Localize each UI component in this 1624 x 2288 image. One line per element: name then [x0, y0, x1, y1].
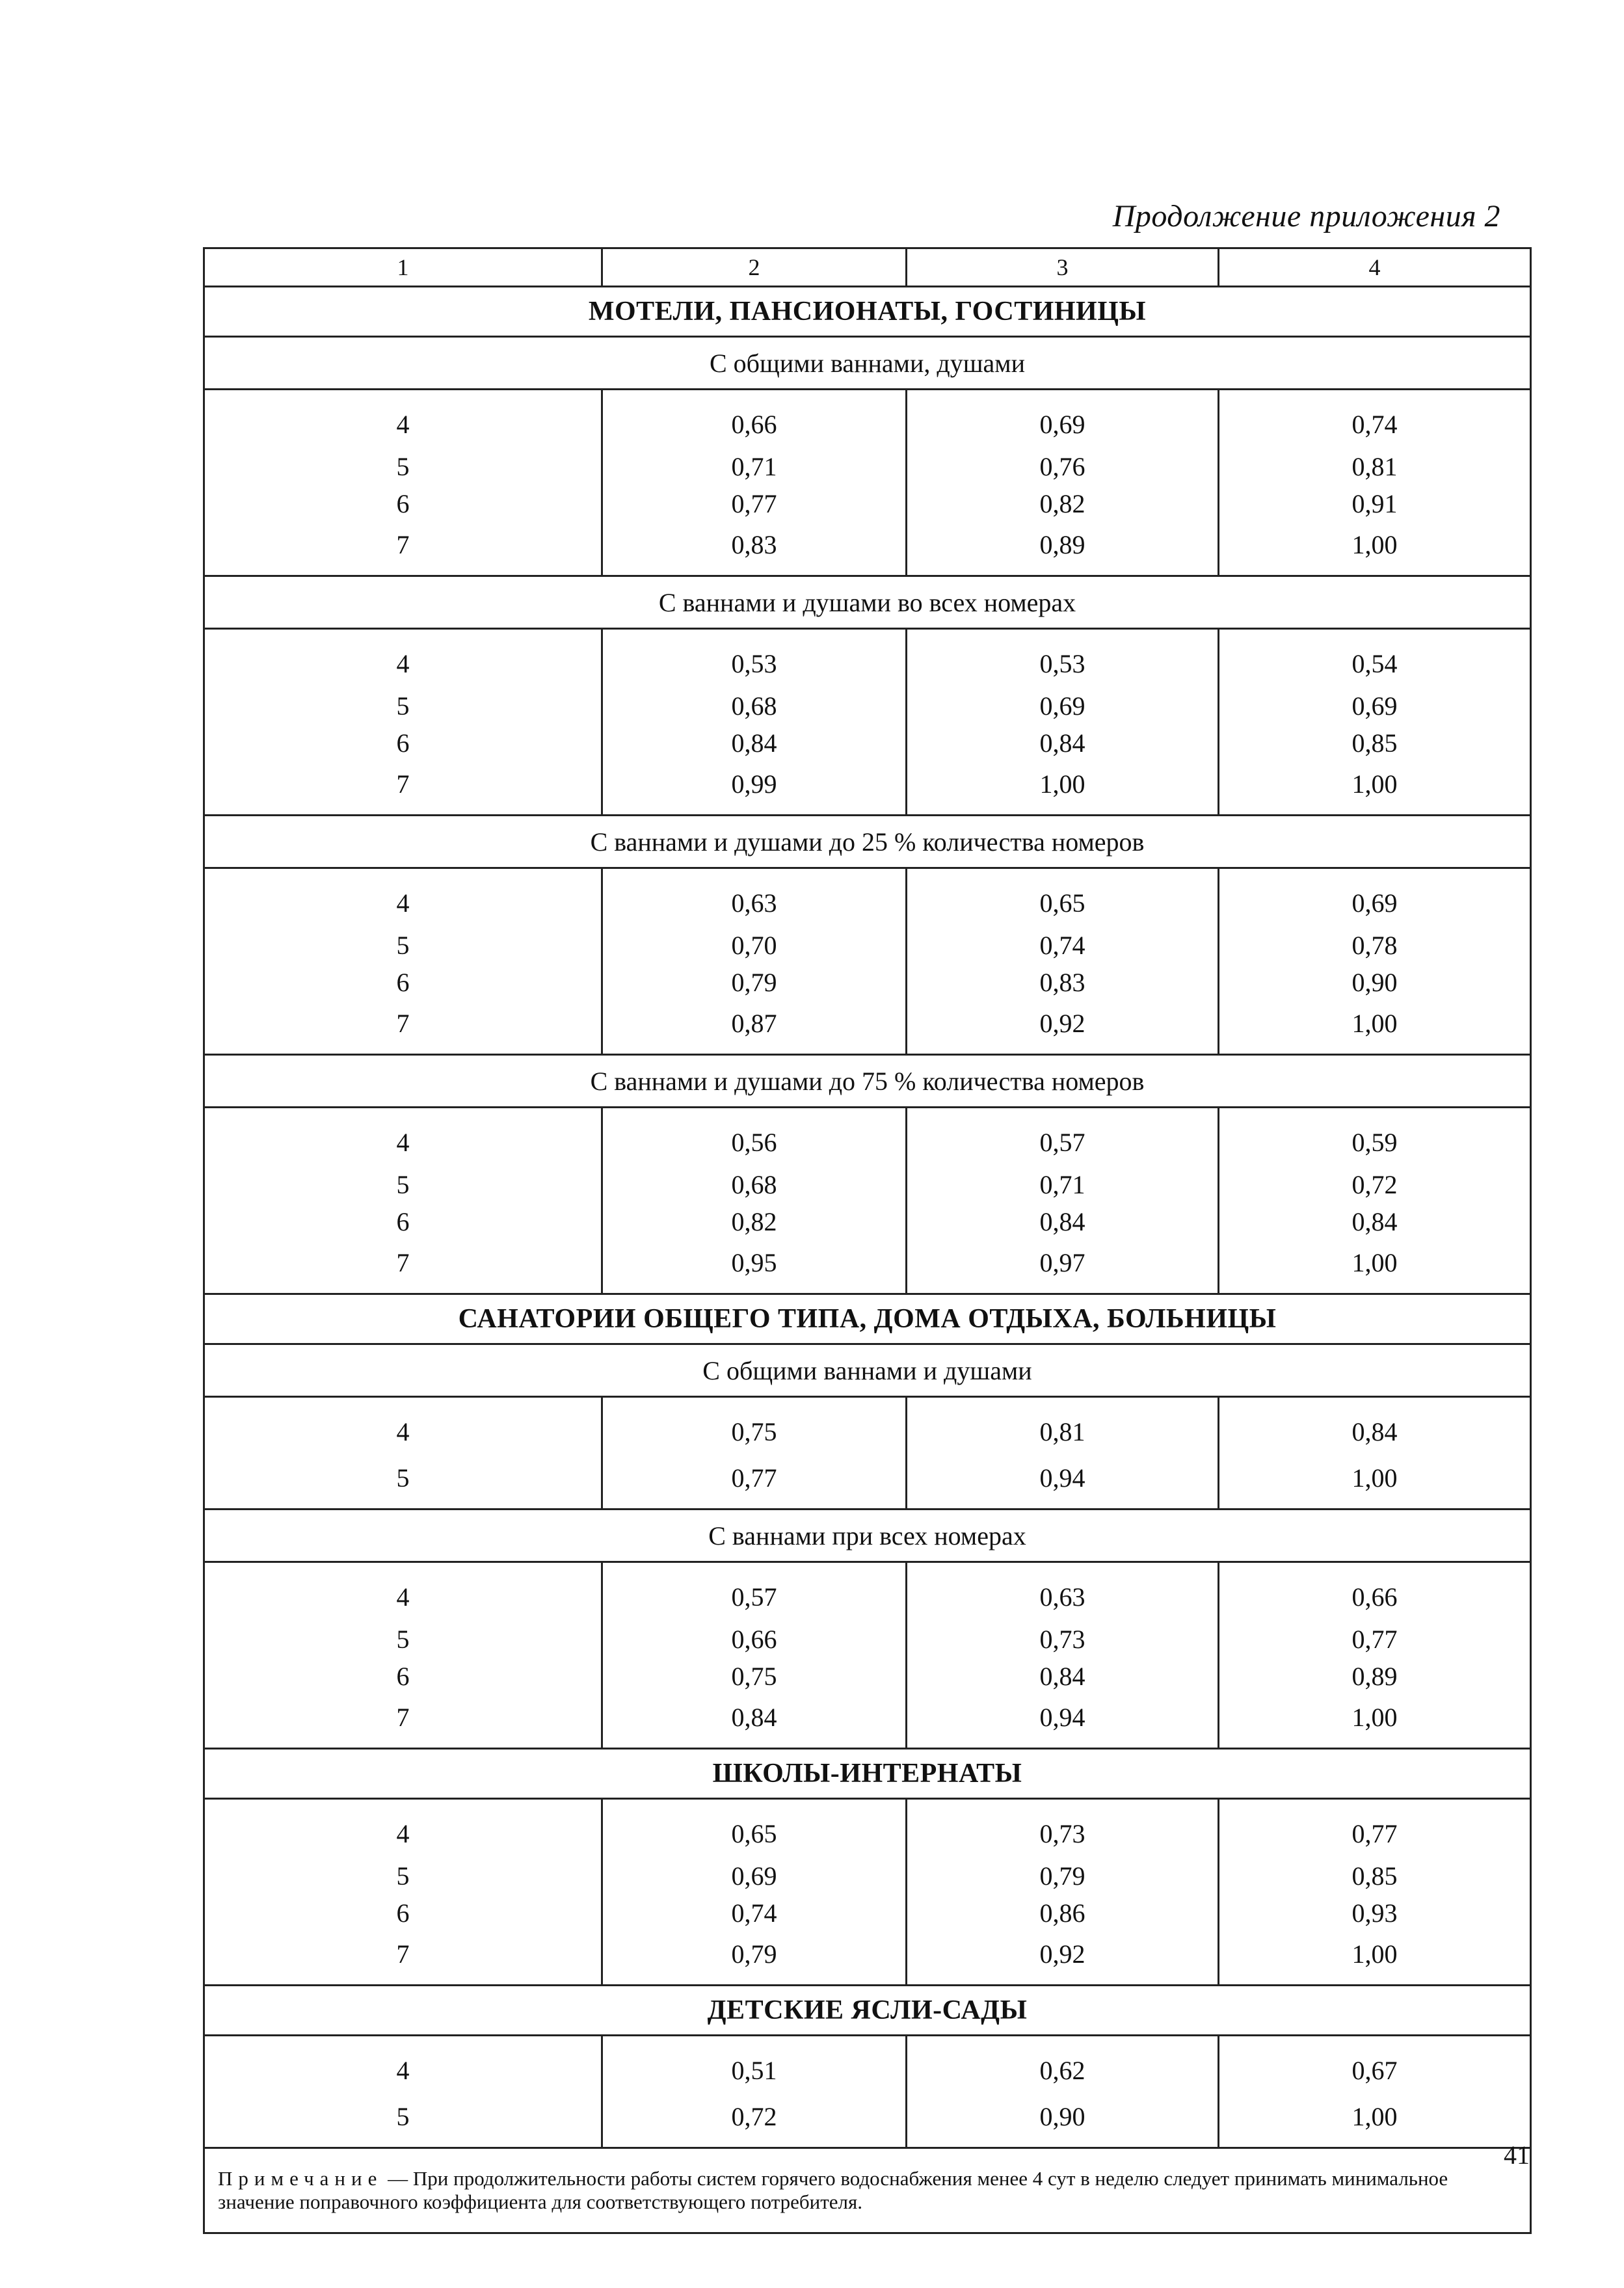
coefficient-cell: 0,69 [1219, 868, 1531, 927]
days-per-week-cell: 6 [204, 964, 602, 1001]
days-per-week-cell: 7 [204, 762, 602, 816]
days-per-week-cell: 4 [204, 1562, 602, 1621]
coefficient-cell: 0,84 [602, 725, 907, 762]
table-row [204, 1456, 1531, 1510]
note-label: Примечание [218, 2167, 383, 2190]
table-row [204, 629, 1531, 688]
coefficient-cell: 0,86 [907, 1895, 1219, 1932]
coefficient-cell: 0,84 [1219, 1203, 1531, 1240]
section-title-row [204, 1294, 1531, 1344]
subsection-title: С ваннами при всех номерах [204, 1510, 1531, 1562]
days-per-week-cell: 6 [204, 1203, 602, 1240]
subsection-title: С общими ваннами, душами [204, 337, 1531, 390]
coefficient-cell: 0,65 [602, 1799, 907, 1858]
subsection-title-row [204, 1344, 1531, 1397]
coefficient-cell: 0,72 [1219, 1166, 1531, 1203]
coefficient-cell: 0,94 [907, 1456, 1219, 1510]
section-title-row [204, 1986, 1531, 2036]
table-row [204, 1658, 1531, 1695]
coefficient-cell: 0,71 [602, 448, 907, 485]
days-per-week-cell: 5 [204, 927, 602, 964]
days-per-week-cell: 7 [204, 1932, 602, 1986]
coefficient-cell: 0,83 [602, 522, 907, 576]
coefficient-cell: 0,81 [907, 1397, 1219, 1456]
column-number: 1 [204, 248, 602, 287]
coefficient-cell: 0,84 [602, 1695, 907, 1749]
table-row [204, 448, 1531, 485]
coefficient-cell: 0,56 [602, 1108, 907, 1167]
subsection-title: С общими ваннами и душами [204, 1344, 1531, 1397]
coefficient-cell: 1,00 [1219, 522, 1531, 576]
coefficient-cell: 0,59 [1219, 1108, 1531, 1167]
coefficient-cell: 0,66 [1219, 1562, 1531, 1621]
coefficient-cell: 0,87 [602, 1001, 907, 1055]
coefficient-cell: 0,69 [907, 390, 1219, 449]
coefficient-cell: 0,83 [907, 964, 1219, 1001]
days-per-week-cell: 7 [204, 1001, 602, 1055]
coefficient-cell: 1,00 [1219, 2094, 1531, 2148]
table-row [204, 762, 1531, 816]
coefficient-cell: 0,81 [1219, 448, 1531, 485]
coefficient-cell: 0,77 [1219, 1799, 1531, 1858]
table-row [204, 1895, 1531, 1932]
coefficient-cell: 0,68 [602, 1166, 907, 1203]
coefficient-cell: 0,69 [602, 1857, 907, 1895]
table-row [204, 1857, 1531, 1895]
note-cell [204, 2148, 1531, 2233]
coefficient-cell: 0,75 [602, 1397, 907, 1456]
coefficient-cell: 0,91 [1219, 485, 1531, 522]
days-per-week-cell: 5 [204, 1166, 602, 1203]
days-per-week-cell: 4 [204, 1397, 602, 1456]
coefficient-cell: 0,73 [907, 1621, 1219, 1658]
subsection-title-row [204, 816, 1531, 868]
days-per-week-cell: 4 [204, 1799, 602, 1858]
coefficient-cell: 1,00 [907, 762, 1219, 816]
coefficient-cell: 0,63 [602, 868, 907, 927]
days-per-week-cell: 5 [204, 1621, 602, 1658]
coefficient-cell: 0,53 [602, 629, 907, 688]
coefficient-cell: 0,90 [1219, 964, 1531, 1001]
coefficient-cell: 1,00 [1219, 1240, 1531, 1294]
coefficient-cell: 0,79 [602, 1932, 907, 1986]
days-per-week-cell: 6 [204, 485, 602, 522]
table-row [204, 1001, 1531, 1055]
coefficient-cell: 0,77 [602, 1456, 907, 1510]
coefficient-cell: 0,65 [907, 868, 1219, 927]
coefficient-cell: 0,54 [1219, 629, 1531, 688]
days-per-week-cell: 7 [204, 1240, 602, 1294]
table-row [204, 1108, 1531, 1167]
days-per-week-cell: 4 [204, 1108, 602, 1167]
column-number: 3 [907, 248, 1219, 287]
coefficient-cell: 0,79 [907, 1857, 1219, 1895]
days-per-week-cell: 6 [204, 1658, 602, 1695]
page-number: 41 [1504, 2140, 1530, 2170]
coefficient-cell: 0,89 [1219, 1658, 1531, 1695]
table-row [204, 2094, 1531, 2148]
coefficient-cell: 0,63 [907, 1562, 1219, 1621]
coefficient-cell: 0,70 [602, 927, 907, 964]
days-per-week-cell: 4 [204, 390, 602, 449]
coefficient-cell: 0,90 [907, 2094, 1219, 2148]
days-per-week-cell: 5 [204, 448, 602, 485]
table-row [204, 868, 1531, 927]
subsection-title-row [204, 1055, 1531, 1108]
table-row [204, 927, 1531, 964]
column-number: 2 [602, 248, 907, 287]
coefficient-cell: 0,72 [602, 2094, 907, 2148]
days-per-week-cell: 6 [204, 1895, 602, 1932]
coefficient-cell: 0,93 [1219, 1895, 1531, 1932]
column-number-row [204, 248, 1531, 287]
table-row [204, 390, 1531, 449]
subsection-title-row [204, 1510, 1531, 1562]
coefficient-cell: 0,84 [907, 1658, 1219, 1695]
coefficient-cell: 0,62 [907, 2036, 1219, 2095]
subsection-title: С ваннами и душами во всех номерах [204, 576, 1531, 629]
table-row [204, 1695, 1531, 1749]
coefficient-cell: 0,97 [907, 1240, 1219, 1294]
coefficient-cell: 0,89 [907, 522, 1219, 576]
section-title: ШКОЛЫ-ИНТЕРНАТЫ [204, 1749, 1531, 1799]
coefficient-cell: 0,67 [1219, 2036, 1531, 2095]
days-per-week-cell: 7 [204, 522, 602, 576]
coefficient-cell: 0,99 [602, 762, 907, 816]
coefficient-cell: 0,78 [1219, 927, 1531, 964]
coefficient-cell: 0,74 [1219, 390, 1531, 449]
coefficient-cell: 0,73 [907, 1799, 1219, 1858]
table-row [204, 1203, 1531, 1240]
coefficient-cell: 0,74 [907, 927, 1219, 964]
coefficient-cell: 0,74 [602, 1895, 907, 1932]
coefficient-cell: 0,84 [907, 1203, 1219, 1240]
table-row [204, 1166, 1531, 1203]
coefficient-cell: 0,51 [602, 2036, 907, 2095]
days-per-week-cell: 5 [204, 2094, 602, 2148]
table-row [204, 1397, 1531, 1456]
table-row [204, 687, 1531, 725]
coefficient-cell: 1,00 [1219, 1456, 1531, 1510]
section-title-row [204, 287, 1531, 337]
coefficient-cell: 0,92 [907, 1932, 1219, 1986]
table-row [204, 485, 1531, 522]
coefficient-cell: 0,69 [1219, 687, 1531, 725]
coefficient-cell: 0,82 [602, 1203, 907, 1240]
table-row [204, 1240, 1531, 1294]
note-row [204, 2148, 1531, 2233]
coefficient-cell: 1,00 [1219, 1695, 1531, 1749]
days-per-week-cell: 4 [204, 2036, 602, 2095]
subsection-title-row [204, 337, 1531, 390]
coefficient-cell: 0,66 [602, 1621, 907, 1658]
coefficient-cell: 0,53 [907, 629, 1219, 688]
coefficient-cell: 0,76 [907, 448, 1219, 485]
section-title: МОТЕЛИ, ПАНСИОНАТЫ, ГОСТИНИЦЫ [204, 287, 1531, 337]
subsection-title: С ваннами и душами до 75 % количества номеров [204, 1055, 1531, 1108]
coefficient-cell: 0,92 [907, 1001, 1219, 1055]
days-per-week-cell: 7 [204, 1695, 602, 1749]
coefficient-cell: 0,82 [907, 485, 1219, 522]
coefficient-cell: 0,71 [907, 1166, 1219, 1203]
coefficient-table [203, 247, 1532, 2234]
table-row [204, 1799, 1531, 1858]
section-title: ДЕТСКИЕ ЯСЛИ-САДЫ [204, 1986, 1531, 2036]
table-row [204, 1562, 1531, 1621]
coefficient-cell: 0,57 [907, 1108, 1219, 1167]
subsection-title: С ваннами и душами до 25 % количества номеров [204, 816, 1531, 868]
coefficient-cell: 1,00 [1219, 762, 1531, 816]
days-per-week-cell: 5 [204, 1456, 602, 1510]
coefficient-cell: 0,69 [907, 687, 1219, 725]
table-row [204, 1621, 1531, 1658]
coefficient-cell: 1,00 [1219, 1932, 1531, 1986]
coefficient-cell: 0,79 [602, 964, 907, 1001]
section-title: САНАТОРИИ ОБЩЕГО ТИПА, ДОМА ОТДЫХА, БОЛЬНИЦЫ [204, 1294, 1531, 1344]
table-row [204, 2036, 1531, 2095]
coefficient-cell: 0,84 [907, 725, 1219, 762]
coefficient-cell: 0,77 [1219, 1621, 1531, 1658]
section-title-row [204, 1749, 1531, 1799]
days-per-week-cell: 5 [204, 1857, 602, 1895]
days-per-week-cell: 6 [204, 725, 602, 762]
coefficient-cell: 0,95 [602, 1240, 907, 1294]
table-row [204, 725, 1531, 762]
table-row [204, 522, 1531, 576]
coefficient-cell: 0,85 [1219, 1857, 1531, 1895]
days-per-week-cell: 4 [204, 868, 602, 927]
days-per-week-cell: 5 [204, 687, 602, 725]
coefficient-cell: 0,84 [1219, 1397, 1531, 1456]
coefficient-cell: 0,77 [602, 485, 907, 522]
days-per-week-cell: 4 [204, 629, 602, 688]
subsection-title-row [204, 576, 1531, 629]
continuation-caption: Продолжение приложения 2 [1112, 199, 1500, 233]
coefficient-cell: 1,00 [1219, 1001, 1531, 1055]
coefficient-cell: 0,66 [602, 390, 907, 449]
coefficient-cell: 0,85 [1219, 725, 1531, 762]
table-row [204, 964, 1531, 1001]
column-number: 4 [1219, 248, 1531, 287]
note-text: — При продолжительности работы систем горячего водоснабжения менее 4 сут в неделю следует принимать минимальное значение поправочного коэффициента для соответствующего потребителя. [218, 2167, 1448, 2213]
table-row [204, 1932, 1531, 1986]
coefficient-cell: 0,68 [602, 687, 907, 725]
coefficient-cell: 0,57 [602, 1562, 907, 1621]
coefficient-cell: 0,94 [907, 1695, 1219, 1749]
coefficient-cell: 0,75 [602, 1658, 907, 1695]
